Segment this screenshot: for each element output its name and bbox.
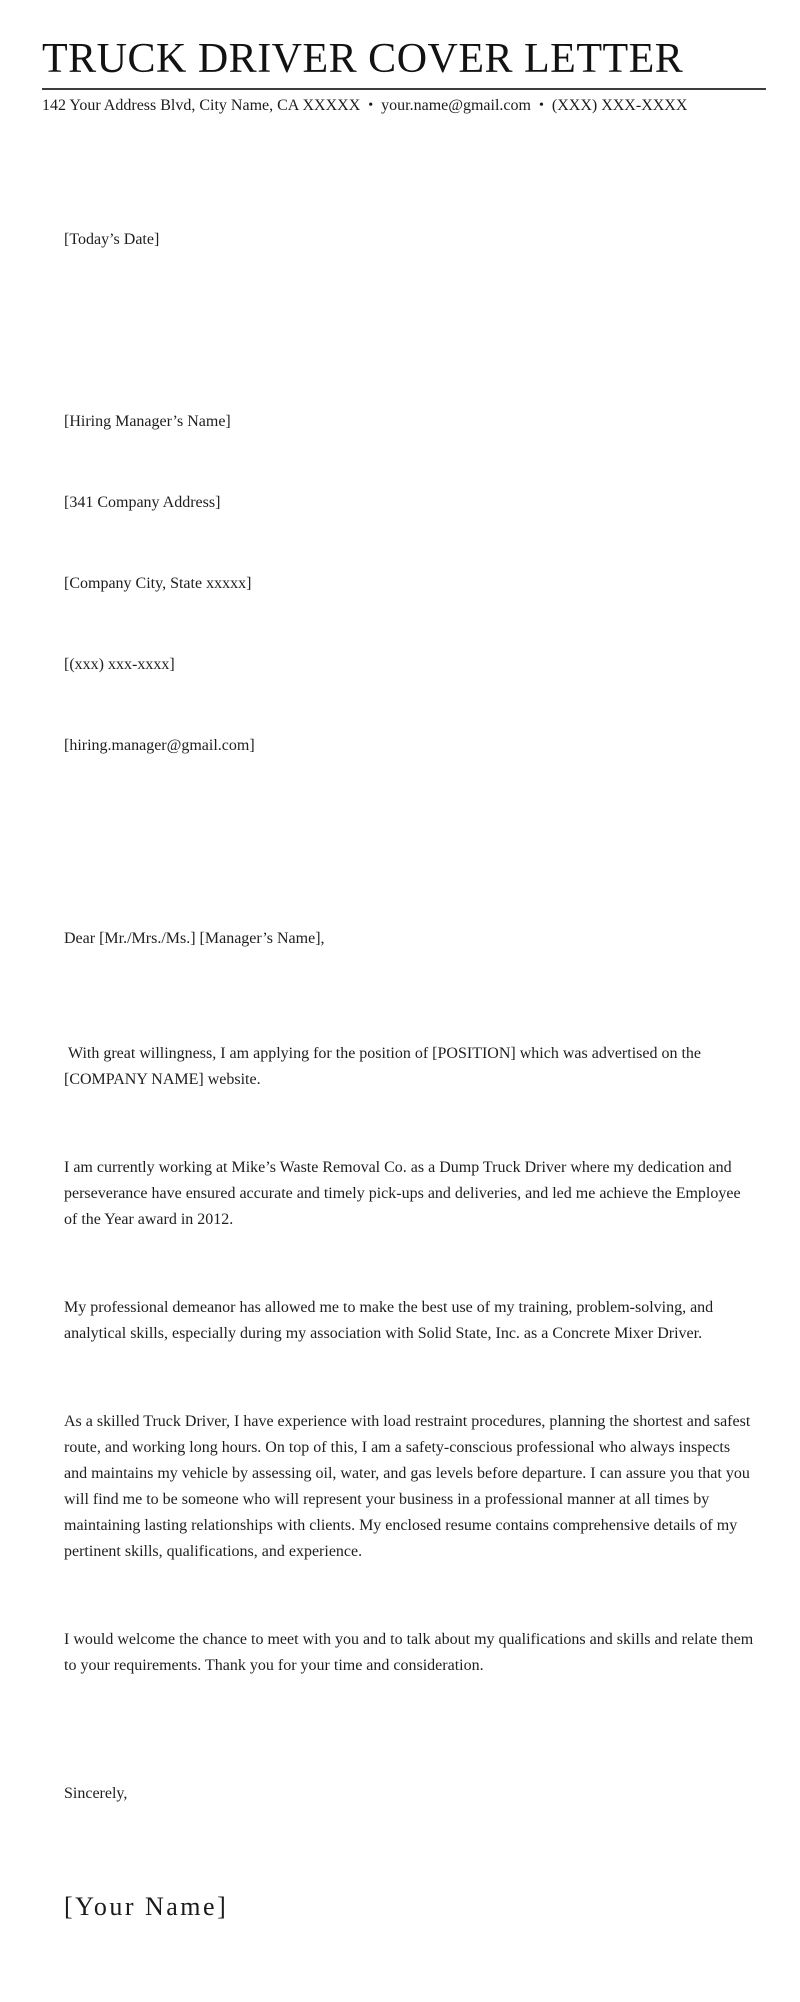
recipient-line: [(xxx) xxx-xxxx] [64, 656, 175, 673]
recipient-line: [Hiring Manager’s Name] [64, 413, 231, 430]
body-paragraph: With great willingness, I am applying for the position of [POSITION] which was advertised on the [COMPANY NAME] website. [64, 1045, 706, 1088]
letter-body [64, 149, 758, 2002]
recipient-line: [341 Company Address] [64, 494, 221, 511]
contact-address: 142 Your Address Blvd, City Name, CA XXXXX [42, 97, 361, 114]
recipient-line: [Company City, State xxxxx] [64, 575, 252, 592]
body-paragraph: My professional demeanor has allowed me to make the best use of my training, problem-solving, and analytical skills, especially during my association with Solid State, Inc. as a Concrete Mixer Driver. [64, 1299, 718, 1342]
salutation: Dear [Mr./Mrs./Ms.] [Manager’s Name], [64, 930, 325, 947]
letter-date: [Today’s Date] [64, 231, 160, 248]
contact-email: your.name@gmail.com [381, 97, 531, 114]
body-paragraph: As a skilled Truck Driver, I have experience with load restraint procedures, planning the shortest and safest route, and working long hours. On top of this, I am a safety-conscious professional who always inspects and maintains my vehicle by assessing oil, water, and gas levels before departure. I can assure you that you will find me to be someone who will represent your business in a professional manner at all times by maintaining lasting relationships with clients. My enclosed resume contains comprehensive details of my pertinent skills, qualifications, and experience. [64, 1413, 755, 1560]
page-title: TRUCK DRIVER COVER LETTER [42, 36, 684, 82]
bullet-separator: • [538, 98, 544, 113]
recipient-block [64, 355, 754, 812]
closing: Sincerely, [64, 1785, 128, 1802]
recipient-line: [hiring.manager@gmail.com] [64, 737, 255, 754]
body-paragraph: I am currently working at Mike’s Waste Removal Co. as a Dump Truck Driver where my dedication and perseverance have ensured accurate and timely pick-ups and deliveries, and led me achieve the Employee of the Year award in 2012. [64, 1159, 745, 1228]
contact-line [42, 97, 766, 115]
letterhead [0, 0, 800, 115]
contact-phone: (XXX) XXX-XXXX [551, 97, 688, 114]
bullet-separator: • [368, 98, 374, 113]
header-divider [42, 88, 766, 90]
body-paragraph: I would welcome the chance to meet with you and to talk about my qualifications and skills and relate them to your requirements. Thank you for your time and consideration. [64, 1631, 758, 1674]
signature: [Your Name] [64, 1892, 229, 1921]
